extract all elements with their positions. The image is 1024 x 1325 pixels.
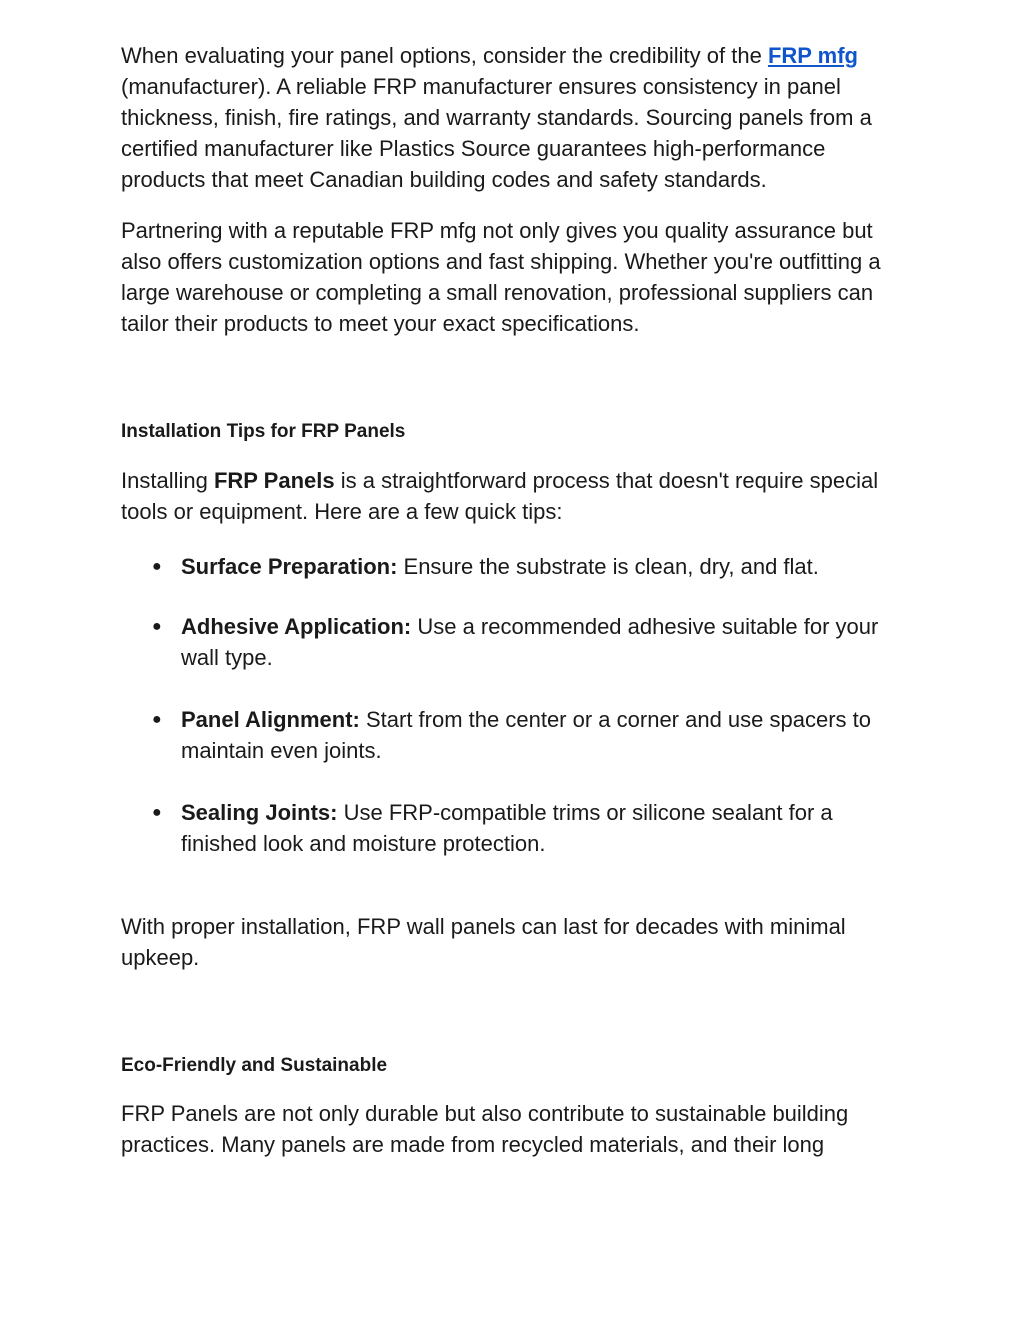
eco-paragraph: FRP Panels are not only durable but also contribute to sustainable building practices. Many panels are made from recycled materials, and their long (121, 1101, 849, 1157)
intro-paragraph-1 (121, 40, 901, 195)
tip-text: Start from the center or a corner and use spacers to maintain even joints. (181, 707, 872, 763)
eco-heading: Eco-Friendly and Sustainable (121, 1055, 388, 1076)
bullet-icon: ● (152, 804, 162, 821)
intro-p1-text-after-link: (manufacturer). A reliable FRP manufacturer ensures consistency in panel thickness, finish, fire ratings, and warranty standards. Sourcing panels from a certified manufacturer like Plastics Source guarantees high-performance products that meet Canadian building codes and safety standards. (121, 74, 872, 192)
tip-text: Use a recommended adhesive suitable for your wall type. (181, 614, 879, 670)
intro-p1-text-before-link: When evaluating your panel options, consider the credibility of the (121, 43, 768, 68)
tip-text: Use FRP-compatible trims or silicone sealant for a finished look and moisture protection. (181, 800, 833, 856)
installation-closing: With proper installation, FRP wall panels can last for decades with minimal upkeep. (121, 914, 846, 970)
tip-text: Ensure the substrate is clean, dry, and flat. (397, 554, 819, 579)
list-item (121, 551, 901, 582)
installation-tips-list (121, 551, 901, 859)
tip-label: Surface Preparation: (181, 554, 398, 579)
document-page (121, 40, 901, 1160)
installation-intro-before: Installing (121, 468, 214, 493)
intro-paragraph-2: Partnering with a reputable FRP mfg not only gives you quality assurance but also offers customization options and fast shipping. Whether you're outfitting a large warehouse or completing a small renovation, professional suppliers can tailor their products to meet your exact specifications. (121, 218, 881, 336)
list-item (121, 797, 901, 859)
installation-intro-after: is a straightforward process that doesn't require special tools or equipment. Here are a few quick tips: (121, 468, 879, 524)
bullet-icon: ● (152, 618, 162, 635)
tip-label: Adhesive Application: (181, 614, 412, 639)
frp-mfg-link[interactable]: FRP mfg (767, 43, 858, 68)
bullet-icon: ● (152, 558, 162, 575)
installation-intro-bold: FRP Panels (213, 468, 335, 493)
tip-label: Sealing Joints: (181, 800, 338, 825)
bullet-icon: ● (152, 711, 162, 728)
list-item (121, 611, 901, 673)
installation-intro (121, 465, 901, 527)
list-item (121, 704, 901, 766)
installation-heading: Installation Tips for FRP Panels (121, 421, 406, 442)
tip-label: Panel Alignment: (181, 707, 360, 732)
